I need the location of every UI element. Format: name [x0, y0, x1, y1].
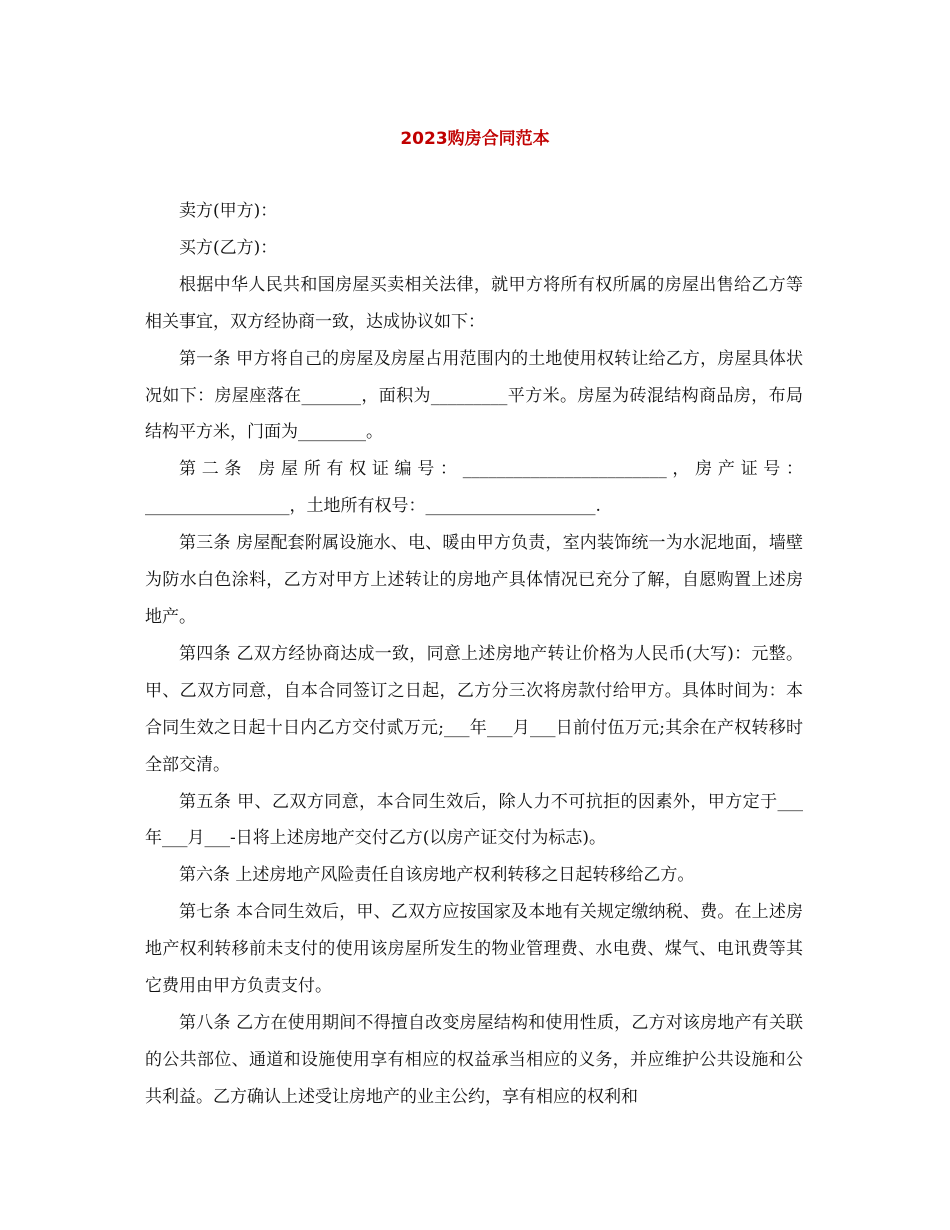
article-5-paragraph: 第五条 甲、乙双方同意，本合同生效后，除人力不可抗拒的因素外，甲方定于___年___月___-日将上述房地产交付乙方(以房产证交付为标志)。: [145, 791, 803, 849]
article-4-paragraph: 第四条 乙双方经协商达成一致，同意上述房地产转让价格为人民币(大写)：元整。甲、乙双方同意，自本合同签订之日起，乙方分三次将房款付给甲方。具体时间为：本合同生效之日起十日内乙方交付贰万元;___年___月___日前付伍万元;其余在产权转移时全部交清。: [145, 643, 803, 775]
article-7-paragraph: 第七条 本合同生效后，甲、乙双方应按国家及本地有关规定缴纳税、费。在上述房地产权利转移前未支付的使用该房屋所发生的物业管理费、水电费、煤气、电讯费等其它费用由甲方负责支付。: [145, 902, 803, 997]
seller-line: 卖方(甲方)：: [179, 201, 278, 221]
article-8-paragraph: 第八条 乙方在使用期间不得擅自改变房屋结构和使用性质，乙方对该房地产有关联的公共部位、通道和设施使用享有相应的权益承当相应的义务，并应维护公共设施和公共利益。乙方确认上述受让房地产的业主公约，享有相应的权利和: [145, 1012, 803, 1107]
buyer-line: 买方(乙方)：: [179, 237, 278, 258]
document-title: 2023购房合同范本: [400, 129, 550, 149]
article-2-paragraph: 第二条 房屋所有权证编号：________________________，房产证号：_________________，土地所有权号：____________________.: [145, 459, 803, 517]
document-body: [145, 193, 803, 1116]
article-3-paragraph: 第三条 房屋配套附属设施水、电、暖由甲方负责，室内装饰统一为水泥地面，墙壁为防水白色涂料，乙方对甲方上述转让的房地产具体情况已充分了解，自愿购置上述房地产。: [145, 533, 803, 627]
article-1-paragraph: 第一条 甲方将自己的房屋及房屋占用范围内的土地使用权转让给乙方，房屋具体状况如下：房屋座落在_______，面积为_________平方米。房屋为砖混结构商品房，布局结构平方米，门面为________。: [145, 348, 803, 443]
article-6-paragraph: 第六条 上述房地产风险责任自该房地产权利转移之日起转移给乙方。: [179, 865, 695, 886]
preamble-paragraph: 根据中华人民共和国房屋买卖相关法律，就甲方将所有权所属的房屋出售给乙方等相关事宜，双方经协商一致，达成协议如下：: [145, 274, 803, 332]
